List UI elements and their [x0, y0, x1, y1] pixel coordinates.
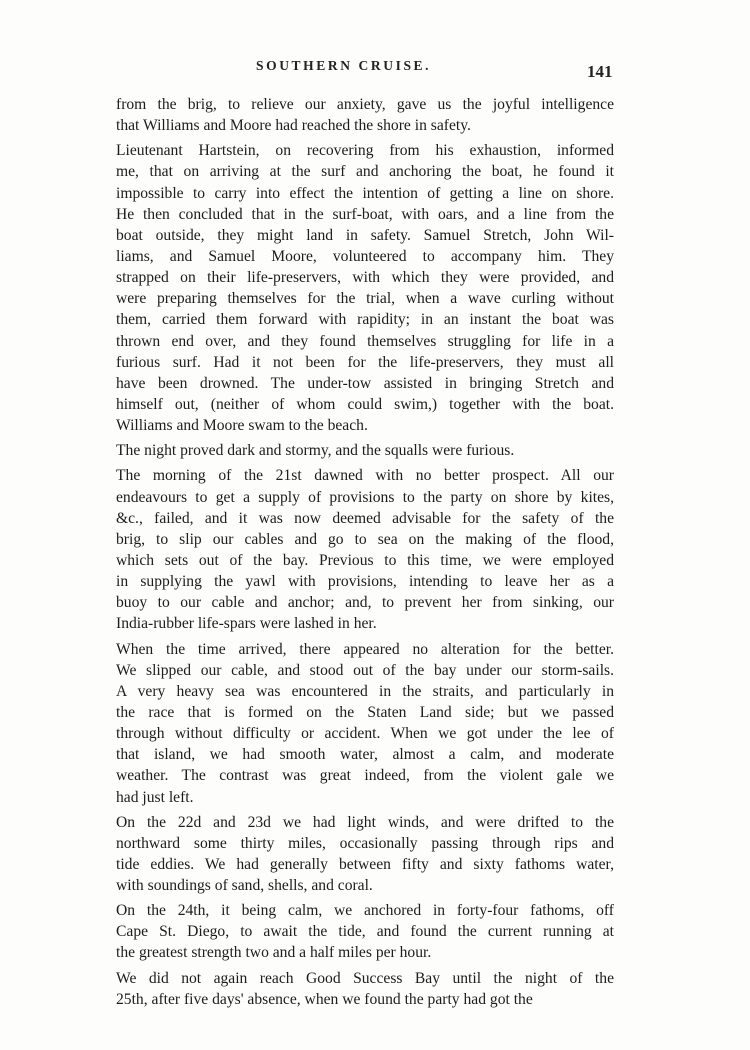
text-line: himself out, (neither of whom could swim,) together with the boat.: [116, 395, 614, 413]
text-line: We did not again reach Good Success Bay until the night of the: [116, 969, 614, 987]
body-text: [116, 94, 614, 1010]
text-line: endeavours to get a supply of provisions to the party on shore by kites,: [116, 488, 614, 506]
text-line: On the 22d and 23d we had light winds, and were drifted to the: [116, 813, 614, 831]
text-line: boat outside, they might land in safety. Samuel Stretch, John Wil-: [116, 226, 614, 244]
paragraph: [116, 968, 614, 1010]
text-line: India-rubber life-spars were lashed in her.: [116, 615, 377, 633]
text-line: the race that is formed on the Staten Land side; but we passed: [116, 703, 614, 721]
paragraph: [116, 639, 614, 808]
paragraph: [116, 465, 614, 634]
text-line: from the brig, to relieve our anxiety, gave us the joyful intelligence: [116, 96, 614, 113]
text-line: the greatest strength two and a half miles per hour.: [116, 944, 432, 962]
paragraph: [116, 900, 614, 963]
paragraph: [116, 440, 614, 461]
text-line: in supplying the yawl with provisions, intending to leave her as a: [116, 573, 614, 591]
text-line: furious surf. Had it not been for the life-preservers, they must all: [116, 353, 614, 371]
text-line: have been drowned. The under-tow assisted in bringing Stretch and: [116, 374, 614, 392]
text-line: The morning of the 21st dawned with no better prospect. All our: [116, 467, 614, 485]
text-line: impossible to carry into effect the intention of getting a line on shore.: [116, 184, 614, 202]
text-line: them, carried them forward with rapidity; in an instant the boat was: [116, 311, 614, 329]
text-line: tide eddies. We had generally between fifty and sixty fathoms water,: [116, 855, 614, 873]
text-line: strapped on their life-preservers, with which they were provided, and: [116, 269, 614, 287]
text-line: The night proved dark and stormy, and the squalls were furious.: [116, 442, 515, 460]
text-line: We slipped our cable, and stood out of the bay under our storm-sails.: [116, 661, 614, 679]
text-line: me, that on arriving at the surf and anchoring the boat, he found it: [116, 163, 614, 181]
text-line: that Williams and Moore had reached the shore in safety.: [116, 117, 471, 135]
text-line: brig, to slip our cables and go to sea on the making of the flood,: [116, 530, 614, 548]
text-line: Williams and Moore swam to the beach.: [116, 417, 368, 435]
text-line: buoy to our cable and anchor; and, to prevent her from sinking, our: [116, 594, 614, 612]
text-line: Cape St. Diego, to await the tide, and found the current running at: [116, 923, 614, 941]
page-number: 141: [587, 62, 613, 81]
text-line: were preparing themselves for the trial, when a wave curling without: [116, 290, 614, 308]
text-line: He then concluded that in the surf-boat, with oars, and a line from the: [116, 205, 614, 223]
text-line: with soundings of sand, shells, and coral.: [116, 877, 373, 895]
text-line: thrown end over, and they found themselves struggling for life in a: [116, 332, 614, 350]
paragraph: [116, 140, 614, 436]
text-line: northward some thirty miles, occasionally passing through rips and: [116, 834, 614, 852]
text-line: had just left.: [116, 788, 194, 806]
text-line: liams, and Samuel Moore, volunteered to accompany him. They: [116, 247, 614, 265]
text-line: &c., failed, and it was now deemed advisable for the safety of the: [116, 509, 614, 527]
text-line: On the 24th, it being calm, we anchored in forty-four fathoms, off: [116, 902, 614, 920]
text-line: that island, we had smooth water, almost a calm, and moderate: [116, 746, 614, 764]
text-line: When the time arrived, there appeared no alteration for the better.: [116, 640, 614, 658]
running-title: SOUTHERN CRUISE.: [256, 58, 432, 73]
text-line: A very heavy sea was encountered in the straits, and particularly in: [116, 682, 614, 700]
text-line: Lieutenant Hartstein, on recovering from his exhaustion, informed: [116, 142, 614, 160]
paragraph: [116, 812, 614, 897]
text-line: 25th, after five days' absence, when we found the party had got the: [116, 990, 533, 1008]
text-line: through without difficulty or accident. When we got under the lee of: [116, 725, 614, 743]
text-line: which sets out of the bay. Previous to this time, we were employed: [116, 551, 614, 569]
text-line: weather. The contrast was great indeed, from the violent gale we: [116, 767, 614, 785]
paragraph: [116, 94, 614, 136]
